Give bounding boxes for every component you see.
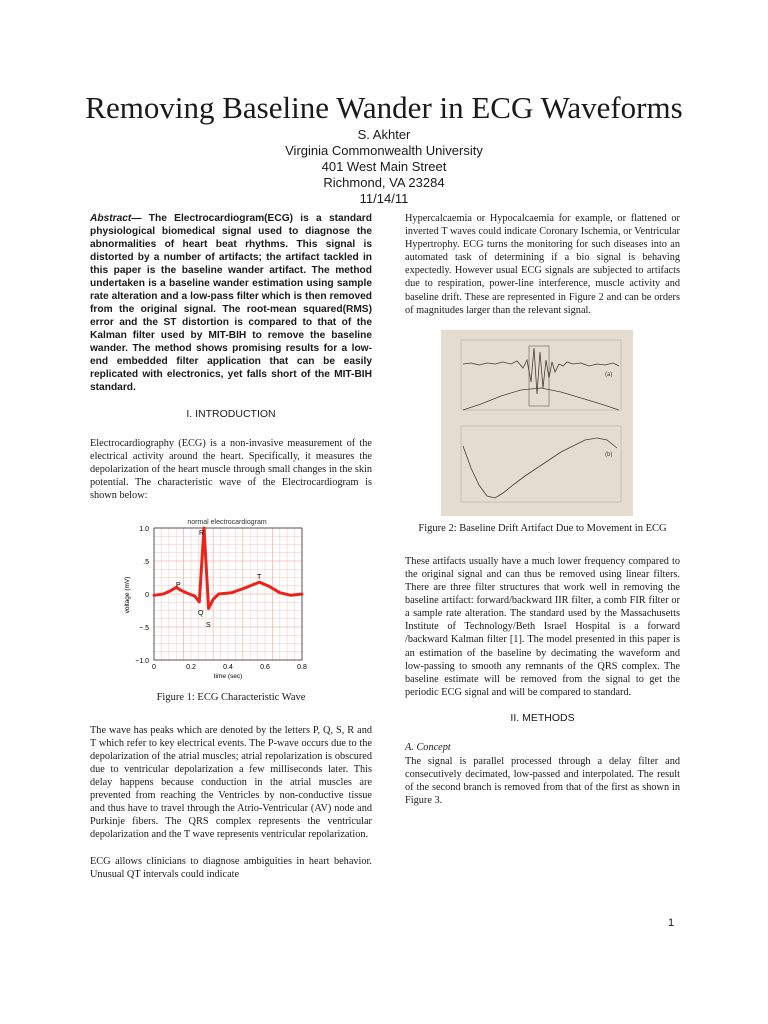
abstract xyxy=(90,212,372,394)
page-number: 1 xyxy=(668,917,675,929)
figure-2-caption: Figure 2: Baseline Drift Artifact Due to Movement in ECG xyxy=(418,522,667,534)
figure-1-ecg-plot xyxy=(120,517,320,685)
subsection-heading-concept: A. Concept xyxy=(405,741,451,753)
city-address: Richmond, VA 23284 xyxy=(323,175,445,190)
paper-date: 11/14/11 xyxy=(359,191,409,206)
author-name: S. Akhter xyxy=(357,127,411,142)
left-column xyxy=(90,212,372,894)
ytick-4: −.5 xyxy=(139,624,149,632)
xtick-2: 0.2 xyxy=(186,663,196,671)
figure-2-photo-background xyxy=(441,330,633,516)
xtick-4: 0.6 xyxy=(260,663,270,671)
xtick-5: 0.8 xyxy=(297,663,307,671)
author-block xyxy=(0,127,768,207)
wave-label-r: R xyxy=(199,529,205,537)
xtick-1: 0 xyxy=(152,663,156,671)
figure-1-xlabel: time (sec) xyxy=(213,672,243,680)
intro-paragraph-2: The wave has peaks which are denoted by the letters P, Q, S, R and T which refer to key electrical events. The P-wave occurs due to the depolarization of the atrial muscles; atrial repolarization is obscured due to ventricular depolarization a few milliseconds later. This delay happens because conduction in the atrial muscles are prevented from reaching the Ventricles by non-conductive tissue and thus have to travel through the Atrio-Ventricular (AV) node and Purkinje fibers. The QRS complex represents the ventricular depolarization and the T wave represents ventricular repolarization. xyxy=(90,724,372,841)
figure-1-caption: Figure 1: ECG Characteristic Wave xyxy=(156,691,306,703)
ytick-2: .5 xyxy=(143,558,149,566)
figure-2-baseline-drift-plot xyxy=(441,330,633,516)
intro-paragraph-3: ECG allows clinicians to diagnose ambiguities in heart behavior. Unusual QT intervals could indicate xyxy=(90,855,372,880)
figure-1-plot-title: normal electrocardiogram xyxy=(187,518,267,526)
paper-title: Removing Baseline Wander in ECG Waveforms xyxy=(85,90,683,125)
section-heading-methods: II. METHODS xyxy=(510,711,575,724)
methods-paragraph-1: The signal is parallel processed through a delay filter and consecutively decimated, low-passed and interpolated. The result of the second branch is removed from that of the first as shown in Figure 3. xyxy=(405,756,680,807)
ytick-1: 1.0 xyxy=(139,525,149,533)
figure-2-marker-b: (b) xyxy=(605,451,613,458)
wave-label-t: T xyxy=(257,573,262,581)
ytick-3: 0 xyxy=(145,591,149,599)
affiliation: Virginia Commonwealth University xyxy=(285,143,483,158)
intro-paragraph-4: Hypercalcaemia or Hypocalcaemia for example, or flattened or inverted T waves could indicate Coronary Ischemia, or Ventricular Hypertrophy. ECG turns the monitoring for such diseases into an automated task of determining if a bio signal is behaving expectedly. However usual ECG signals are subjected to artifacts due to respiration, power-line interference, muscle activity and baseline drift. These are represented in Figure 2 and can be orders of magnitudes larger than the relevant signal. xyxy=(405,213,680,316)
abstract-label: Abstract— xyxy=(90,213,142,224)
right-column xyxy=(405,212,680,820)
intro-paragraph-1: Electrocardiography (ECG) is a non-invasive measurement of the electrical activity around the heart. Specifically, it measures the depolarization of the heart muscle through small changes in the skin potential. The characteristic wave of the Electrocardiogram is shown below: xyxy=(90,438,372,502)
intro-paragraph-5: These artifacts usually have a much lower frequency compared to the original signal and can thus be removed using linear filters. There are three filter structures that work well in removing the baseline artifact: forward/backward IIR filter, a comb FIR filter or a sample rate alteration. The standard used by the Massachusetts Institute of Technology/Beth Israel Hospital is a forward /backward Kalman filter [1]. The model presented in this paper is an estimation of the baseline by decimating the waveform and low-passing to smooth any remnants of the QRS complex. The baseline estimate will be removed from the signal to get the periodic ECG signal and will be compared to standard. xyxy=(405,555,680,698)
figure-1-ylabel: voltage (mV) xyxy=(124,576,131,613)
abstract-text: The Electrocardiogram(ECG) is a standard physiological biomedical signal used to diagnose the abnormalities of heart beat rhythms. This signal is distorted by a number of artifacts; the artifact tackled in this paper is the baseline wander artifact. The method undertaken is a baseline wander estimation using sample rate alteration and a low-pass filter which is then removed from the original signal. The root-mean squared(RMS) error and the ST distortion is compared to that of the Kalman filter used by MIT-BIH to remove the baseline wander. The method shows promising results for a low-end embedded filter application that can be easily replicated with electronics, yet falls short of the MIT-BIH standard. xyxy=(90,213,372,393)
wave-label-q: Q xyxy=(198,609,204,617)
wave-label-p: P xyxy=(176,581,181,589)
xtick-3: 0.4 xyxy=(223,663,233,671)
ytick-5: −1.0 xyxy=(135,657,149,665)
wave-label-s: S xyxy=(206,621,211,629)
figure-2-marker-a: (a) xyxy=(605,371,613,378)
section-heading-introduction: I. INTRODUCTION xyxy=(186,408,276,420)
street-address: 401 West Main Street xyxy=(321,159,447,174)
